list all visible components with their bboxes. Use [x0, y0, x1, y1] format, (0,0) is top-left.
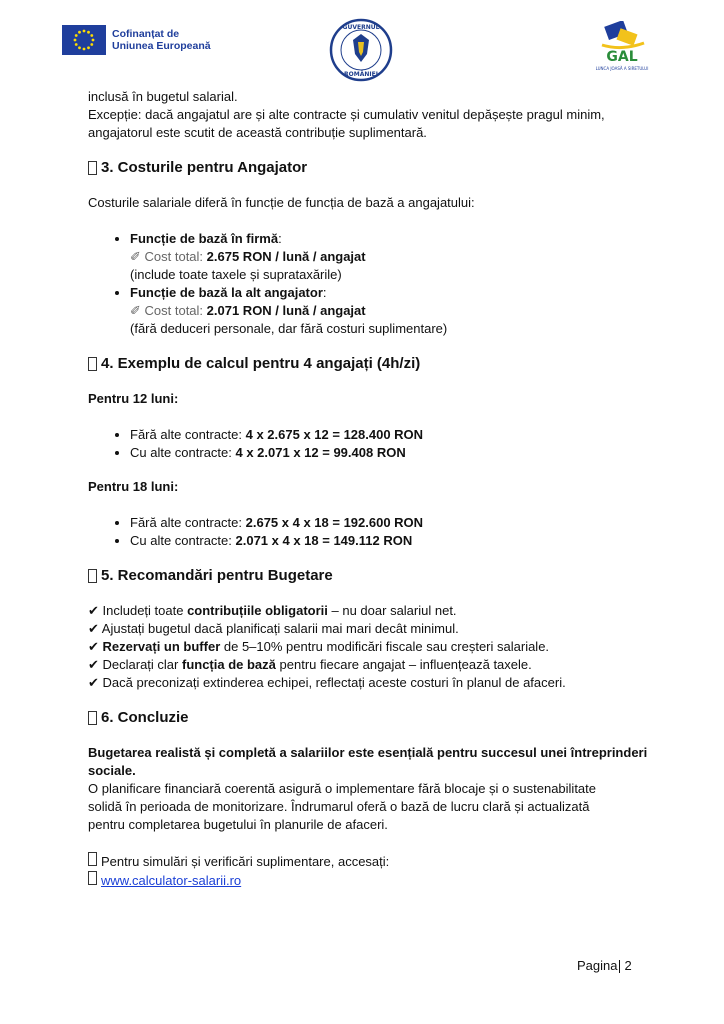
intro-line-3: angajatorul este scutit de această contribuție suplimentară. — [88, 125, 427, 140]
list-item — [130, 230, 648, 284]
gal-logo — [592, 21, 652, 76]
cost-item-label: Funcție de bază în firmă — [130, 231, 279, 246]
section-5-title: 5. Recomandări pentru Bugetare — [101, 567, 333, 584]
cta-text: Pentru simulări și verificări suplimentare, accesați: — [101, 854, 390, 869]
missing-glyph-icon — [88, 569, 97, 583]
missing-glyph-icon — [88, 357, 97, 371]
rec-emphasis: contribuțiile obligatorii — [187, 603, 328, 618]
colon: : — [278, 231, 282, 246]
rec-text: – nu doar salariul net. — [327, 603, 457, 618]
conclusion-body-3: pentru completarea bugetului în planurile de afaceri. — [88, 817, 388, 832]
eu-line-1: Cofinanțat de — [112, 28, 180, 40]
link-line — [88, 871, 648, 890]
list-item — [130, 426, 648, 444]
rec-emphasis: funcția de bază — [181, 657, 276, 672]
cost-note: (fără deduceri personale, dar fără costuri suplimentare) — [130, 321, 448, 336]
footer-divider — [619, 960, 620, 973]
recommendation-5: ✔ Dacă preconizați extinderea echipei, reflectați aceste costuri în planul de afaceri. — [88, 675, 566, 690]
calc-prefix: Cu alte contracte: — [130, 445, 236, 460]
calculator-link[interactable]: www.calculator-salarii.ro — [101, 873, 242, 888]
section-4-heading — [88, 354, 648, 374]
rec-text: ✔ — [88, 639, 103, 654]
page-header — [0, 18, 724, 78]
recommendation-2: ✔ Ajustați bugetul dacă planificați salarii mai mari decât minimul. — [88, 621, 459, 636]
conclusion-body-2: solidă în perioada de monitorizare. Îndrumarul oferă o bază de lucru clară și actualizată — [88, 799, 590, 814]
rec-emphasis: Rezervați un buffer — [102, 639, 221, 654]
eu-flag-icon — [62, 25, 106, 55]
missing-glyph-icon — [88, 852, 97, 866]
calc-value: 2.675 x 4 x 18 = 192.600 RON — [245, 515, 424, 530]
page-label: Pagina — [577, 958, 618, 973]
svg-text:GAL: GAL — [606, 49, 638, 65]
calc-prefix: Fără alte contracte: — [130, 427, 246, 442]
intro-line-2: Excepție: dacă angajatul are și alte contracte și cumulativ venitul depășește pragul minim, — [88, 107, 605, 122]
missing-glyph-icon — [88, 871, 97, 885]
cost-value: 2.675 RON / lună / angajat — [206, 249, 366, 264]
period-12-label: Pentru 12 luni: — [88, 391, 179, 406]
list-item — [130, 284, 648, 338]
cost-note: (include toate taxele și supratаxările) — [130, 267, 342, 282]
section-6-title: 6. Concluzie — [101, 709, 189, 726]
government-seal — [329, 18, 393, 85]
section-4-title: 4. Exemplu de calcul pentru 4 angajați (4h/zi) — [101, 355, 421, 372]
period-18-label: Pentru 18 luni: — [88, 479, 179, 494]
recommendation-3 — [88, 638, 648, 656]
svg-text:LUNCA JOASĂ A SIRETULUI: LUNCA JOASĂ A SIRETULUI — [595, 66, 649, 71]
rec-text: pentru fiecare angajat – influențează taxele. — [275, 657, 532, 672]
missing-glyph-icon — [88, 711, 97, 725]
section-6-heading — [88, 708, 648, 728]
rec-text: ✔ Includeți toate — [88, 603, 188, 618]
cost-value: 2.071 RON / lună / angajat — [206, 303, 366, 318]
page-footer — [577, 958, 632, 973]
calc-value: 2.071 x 4 x 18 = 149.112 RON — [235, 533, 413, 548]
cost-prefix: ✐ Cost total: — [130, 249, 207, 264]
conclusion-body-1: O planificare financiară coerentă asigură o implementare fără blocaje și o sustenabilitate — [88, 781, 597, 796]
calc-list-18 — [88, 514, 648, 550]
cost-item-label: Funcție de bază la alt angajator — [130, 285, 323, 300]
cta-line — [88, 852, 648, 871]
calc-value: 4 x 2.675 x 12 = 128.400 RON — [245, 427, 424, 442]
section-3-heading — [88, 158, 648, 178]
colon: : — [322, 285, 327, 300]
recommendation-1 — [88, 602, 648, 620]
conclusion-lead-1: Bugetarea realistă și completă a salariilor este esențială pentru succesul unei întreprinderi — [88, 745, 648, 760]
list-item — [130, 444, 648, 462]
recommendation-4 — [88, 656, 648, 674]
calc-prefix: Cu alte contracte: — [130, 533, 236, 548]
list-item — [130, 514, 648, 532]
svg-text:GUVERNUL: GUVERNUL — [342, 24, 380, 31]
section-3-description: Costurile salariale diferă în funcție de funcția de bază a angajatului: — [88, 195, 475, 210]
page-number: 2 — [624, 958, 632, 973]
calc-list-12 — [88, 426, 648, 462]
conclusion-lead-2: sociale. — [88, 763, 136, 778]
rec-text: de 5–10% pentru modificări fiscale sau creșteri salariale. — [220, 639, 550, 654]
svg-text:ROMÂNIEI: ROMÂNIEI — [344, 71, 378, 78]
calc-value: 4 x 2.071 x 12 = 99.408 RON — [235, 445, 406, 460]
intro-line-1: inclusă în bugetul salarial. — [88, 89, 238, 104]
eu-cofinancing-logo — [62, 25, 211, 55]
cost-prefix: ✐ Cost total: — [130, 303, 207, 318]
document-body — [88, 88, 648, 890]
section-3-title: 3. Costurile pentru Angajator — [101, 159, 308, 176]
cost-list — [88, 230, 648, 338]
eu-line-2: Uniunea Europeană — [112, 40, 211, 52]
calc-prefix: Fără alte contracte: — [130, 515, 246, 530]
rec-text: ✔ Declarați clar — [88, 657, 182, 672]
missing-glyph-icon — [88, 161, 97, 175]
list-item — [130, 532, 648, 550]
section-5-heading — [88, 566, 648, 586]
